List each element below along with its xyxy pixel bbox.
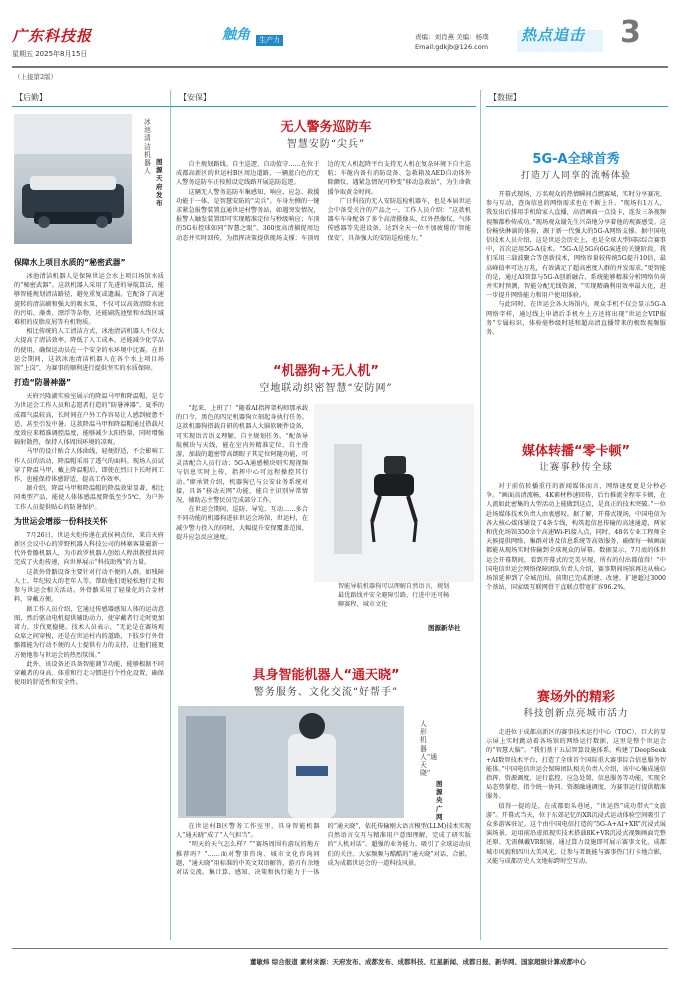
tag-underline <box>12 106 192 107</box>
page-number: 3 <box>620 15 641 50</box>
article-subtitle-broadcast: 让赛事秒传全球 <box>539 462 613 473</box>
pool-robot-illustration <box>14 114 132 244</box>
pool-robot-credit: 图源天府发布 <box>156 158 163 208</box>
newspaper-logo: 广东科技报 <box>12 27 93 45</box>
paragraph: 在世运会期间，巡防、导览、互动……多合不同功能的机器狗进驻世运会场馆、世运村，在减少警力投入的同时，大幅提升安保覆盖范围，提升应急反应速度。 <box>176 506 308 541</box>
paragraph: 与此同时，在世运会各大场馆内，观众手机不仅会显示5G-A网络字样，通过线上申请后手机左上方还将出现“世运会VIP服务”专属标识，体验毫秒级时延和超高清直播带来的极致视频服务。 <box>486 301 666 337</box>
column-badge <box>222 27 307 51</box>
subhead-water-quality: 保障水上项目水质的“秘密武器” <box>14 258 126 267</box>
left-article <box>14 258 164 687</box>
pool-robot-photo <box>14 114 132 244</box>
paragraph: 马甲的设计贴合人体曲线，轻便舒适，不会影响工作人员的活动，降温帽采用了透气的面料。现场人员试穿了降温马甲，戴上降温帽后，即使在烈日下长时间工作，也能保持体感舒适，提高工作效率。 <box>14 448 164 484</box>
article-body-outside <box>486 728 666 866</box>
paragraph: 冰池清洁机器人是保障世运会水上项目场馆水质的“秘密武器”。这款机器人采用了先进的导航算法，能够智能规划清洁路径，避免重复或遗漏。它配备了高速旋转的清洁刷和强大的吸水泵，不仅可以高效清除水底的污垢、藻类、漂浮等杂物，还能刷洗池壁和水线区域难积的皮脂皮屑等有机物质。 <box>14 273 164 327</box>
paragraph: 走进位于成都高新区的赛事技术运行中心（TOC），巨大的显示屏上实时跳动着各场馆的网络运行数据，这里是整个世运会的“智慧大脑”。“我们基于五层智算设施体系，构建了DeepSeek+AI数智技术平台，打造了全球首个国际重大赛事综合信息服务智能体。”中国电信世运会保障团队相关负责人介绍，该中心集成通信指挥、资源调度、运行监控、应急处置、信息服务等功能，实现全局态势掌控、指令统一协同、资源融通调度，为赛事运行提供精准服务。 <box>486 729 666 801</box>
column-title: 触角 <box>222 27 250 43</box>
paragraph: “明天的天气怎么样？”“赛场周围有游玩的地方推荐吗？”……面对警事咨询、城市文化咨询问题，“通天晓”用标准的中英文双语解答，游刃有余地对话交流。集计算、感知、决策和执行能力于一体的“通天晓”，依托传输刚大语言模型(LLM)技术实现自然语言交互与精准用户意图理解，完成了研实版的“人机对话”。超强的业务能力，吸引了全球运动员们的关注。大家频频与酷酷的“通天晓”对话、合影，成为成都世运会的一道科技风景。 <box>176 823 471 877</box>
paragraph: 此外，该设备还具备智能调节功能，能够根据不同穿戴者的身高、体重和行走习惯进行个性化设置，确保使用的舒适性和安全性。 <box>14 660 164 687</box>
tag-underline <box>486 106 668 107</box>
tag-security: 【安保】 <box>179 93 211 102</box>
article-subtitle-5ga: 打造万人同享的流畅体验 <box>520 171 631 181</box>
footer-divider <box>12 948 668 949</box>
robot-dog-caption: 智能导航机器狗可以理解自然语言，规划最优路线并安全避障引路，行进中还可畅聊赛程、城市文化 <box>338 583 450 608</box>
article-body-broadcast <box>486 482 666 592</box>
tag-logistics: 【后勤】 <box>15 93 47 102</box>
article-body-5ga <box>486 190 666 337</box>
paragraph: 据介绍，降温马甲和降温帽的降温效果显著，相比同类型产品，能使人体体感温度降低至少5℃，为户外工作人员提供贴心的防暑保护。 <box>14 485 164 511</box>
paragraph: 值得一提的是，在成都街头巷尾，“世运热”成功带火“文旅游”。开幕式当天，位于东郊记忆的XR沉浸式运动体验空间吸引了众多游客驻足。这个由中国电信打造的“5G-A+AI+XR”沉浸式展演场景，运用前沿虚拟现实技术搭载8K+VR沉浸式视频画面完整还原、无需佩戴VR眼镜，通过算力设施即可展示赛事文化，成都城市风貌和四川大美风光，让参与者既能与赛事热门打卡地合影，又能与成都历史人文地标跨时空互动。 <box>486 802 666 865</box>
pool-robot-caption: 冰池清洁机器人 <box>144 118 151 176</box>
section-banner <box>517 26 603 52</box>
humanoid-robot-photo <box>178 706 404 818</box>
column-subtitle: 生产力 <box>256 35 283 46</box>
paragraph: 天府兴隆湖实验室展示的降温马甲和降温帽，是专为世运会工作人员和志愿者打造的“防暑神器”。夏季的成都气温较高，长时间在户外工作容易让人感到疲惫不适，甚至引发中暑。这款降温马甲和降温帽通过搭载尺度效应来精准调控温度，能够减少太阳热量，同时增强辐射散热，保持人体周围环境的凉爽。 <box>14 393 164 447</box>
paragraph: 对于前仿转播重任的新闻媒体而言，网络速度更是分秒必争。“画面高清流畅，4K素材秒速回传，后台推流全程零卡顿，在人流如此密集的大型活动上能做到这点，是真正的技术突破。”一位赴场媒体技术负责人由衷感叹。据了解，开幕式现场，中国电信为各大核心媒体铺设了4条专线，构筑起信息传输的高速通道，两家和优化场馆350余个高速Wi-Fi接入点，同时，48名专业工程师全天候提供网络、集群对讲及信息系统等高效服务，确保每一帧画面都能从现场实时传输到全球观众的屏幕。数据显示，7月底的体世运会开幕期间，看到开幕式的完美呈现，所有的付出都值得！”中国电信世运会网络保障团队负责人介绍，赛事期间场馆再达从核心场馆延伸到了全城范围，前期已完成新建、改建、扩建超过3000个基站，国家级互联网骨干直联点带宽扩容96.2%。 <box>486 483 666 592</box>
subhead-tech-care: 为世运会增添一份科技关怀 <box>14 516 108 526</box>
paragraph: 相比传统的人工清洁方式，冰池清洁机器人不仅大大提高了清洁效率，降低了人工成本，还能减少化学品的使用，确保运动员在一个安全的水环境中比赛。在世运会期间，这款冰池清洁机器人在各个水上项目场馆“上岗”，为赛事的顺利进行提供坚实的水质保障。 <box>14 328 164 373</box>
humanoid-robot-illustration <box>178 706 404 818</box>
article-body-robot-dog <box>176 404 308 542</box>
left-column <box>12 90 192 107</box>
paragraph: 在世运村B区警务工作室里，具身智能机器人“通天晓”成了“人气担当”。 <box>176 823 320 840</box>
paragraph: 这辆无人警务巡防车集感知、响应、应急、救援功能于一体，是智慧安防的“尖兵”。车身左侧的一键求紧急报警装置直通世运村警务站，如遇突发情况，报警人触发装置即可实现精准定位与秒级响应；车顶的5G布控球如同“智慧之眼”，360度高清捕捉周边动态并实时回传，为指挥决策提供现场支撑；车顶周边的无人机起降平台支持无人机在复杂环境下自主巡航；车舱内备有消防设备、急救箱及AED自动体外除颤仪，遇紧急情况可秒变“移动急救站”，为生命救援争取黄金时间。 <box>176 161 471 242</box>
article-body-patrol-car <box>176 160 471 320</box>
article-body-tiantianxiao <box>176 822 471 934</box>
article-subtitle-tiantianxiao: 警务服务、文化交流“好帮手” <box>253 687 399 698</box>
editors-email: Email:gdkjb@126.com <box>415 43 489 51</box>
middle-column <box>176 90 476 107</box>
article-title-robot-dog: “机器狗+无人机” <box>273 364 379 379</box>
paragraph: 这款外骨骼设备主要针对行动不便的人群，如残障人士、年纪较大的老年人等，帮助他们更轻松地行走和参与世运会相关活动。外骨骼采用了轻量化的合金材料，穿戴方便。 <box>14 568 164 604</box>
paragraph: 广日科技的无人安防巡检机器车，也是本届世运会中备受关注的产品之一。工作人员介绍：“这款机器车车身配备了多个高清摄像头、红外热像仪、气体传感器等先进设备，达到全天一位不加疲倦的‘智能保安’，具备强大的安防巡检能力。” <box>327 197 471 242</box>
article-title-patrol-car: 无人警务巡防车 <box>280 120 372 135</box>
paragraph: 7月26日，世运火炬传递在武侯祠点位，来自天府新区会议中心的罗野机器人科技公司的林寨客量磁新一代外骨骼机器人，为市政罗机器人创始人程洪教授共同完成了火炬传递，向世界展示“科技助残”的力量。 <box>14 531 164 567</box>
continued-note: （上接第2版） <box>14 73 58 81</box>
editors-names: 责编：刘肖燕 美编：杨璞 <box>415 33 489 41</box>
section-title: 热点追击 <box>521 26 586 44</box>
article-subtitle-patrol-car: 智慧安防“尖兵” <box>286 139 366 150</box>
article-title-broadcast: 媒体转播“零卡顿” <box>521 444 631 459</box>
issue-date: 星期五 2025年8月15日 <box>12 50 88 58</box>
paragraph: 自主规划路线、自主巡逻、自动值守……在位于成都高新区的世运村B区周边道路，一辆蓝白色的无人警务巡防车正按照设定线路开展巡防巡逻。 <box>176 161 320 187</box>
column-divider <box>170 90 171 940</box>
article-subtitle-outside: 科技创新点亮城市活力 <box>523 708 629 719</box>
column-divider <box>480 90 481 940</box>
tag-underline <box>176 106 476 107</box>
robot-dog-credit: 图源新华社 <box>428 624 461 632</box>
editors-info <box>415 32 489 52</box>
robot-dog-photo <box>314 404 474 582</box>
paragraph: “起来，上班了！”随着AI指挥架构师那承载的口令，黑色的四足机器狗立刻起身执行任务。这款机器狗搭载自研的机器人大脑软硬件设备，可实现语音语义理解，自主规划任务。“配备导航模块与天线，能在室内外精准定位、自主漫游，加载的超密带高朗眼子其定位阿随功能，可灵活配合人员行动；5G-A通感模块则实现视频与信息实时上传，指挥中心可远程操控其行动。”廖承贤介绍，机器狗已与公安业务系统对接，具备“移动天网”功能，能自主识别异常情况，辅助志主警民员完成部分工作。 <box>176 405 308 505</box>
right-column <box>486 90 668 107</box>
article-subtitle-robot-dog: 空地联动织密智慧“安防网” <box>259 383 393 394</box>
humanoid-caption: 人形机器人“通天晓” <box>420 720 438 778</box>
humanoid-credit: 图源央广网 <box>436 780 443 821</box>
tag-data: 【数据】 <box>489 93 521 102</box>
subhead-cooling: 打造“防暑神器” <box>14 378 72 388</box>
paragraph: 据工作人员介绍，它通过传感器感知人体的运动意图，然后驱动电机提供辅助动力，使穿戴者行走时更加省力、步伐更稳健。技术人员表示，“无论是在赛场观众席之间穿梭，还是在世运村内的道路，下肢步行外骨骼都能为行动不便的人士提供有力的支持，让他们能更方便地参与世运会的热烈氛围。” <box>14 605 164 659</box>
article-title-5ga: 5G-A全球首秀 <box>532 152 620 167</box>
header-divider <box>12 66 668 68</box>
paragraph: 开幕式现场，万名观众的热情瞬间点燃赛城，实时分享赛况、参与互动，查询信息的网络需求也在不断上升。“现场有1万人，我发出后排用手机给家人直播，高清画面一点没卡，连发三条视频视频都秒传成功。”现场观众谢先生兴奋地分享着他的观赛感受。这份畅快淋漓的体验，源于新一代强大的5G-A网络支撑。据中国电信技术人员介绍，这是世运会历史上，也是全球大型国际综合赛事中，首次运用5G-A技术。“5G-A是5G向6G演进的关键阶段。我们采用三载波聚合等创新技术，网络容量较传统5G提升10倍，最高峰值率可达万兆，有效满足了超高密度人群的并发需求。”更智能的是，通过AI智算与5G-A创新融合，系统能够精准分析网络负荷并实时预测，智能分配无线资源，“实现精确利用效率最大化，进一步提升网络能力和用户使用体验。 <box>486 191 666 300</box>
article-title-tiantianxiao: 具身智能机器人“通天晓” <box>252 668 400 683</box>
robot-dog-illustration <box>314 404 474 582</box>
article-title-outside: 赛场外的精彩 <box>536 690 615 705</box>
footer-sources: 董敏炜 综合报道 素材来源：天府发布、成都发布、成都科技、红星新闻、成都日报、新华网、国家超级计算成都中心 <box>250 958 587 966</box>
